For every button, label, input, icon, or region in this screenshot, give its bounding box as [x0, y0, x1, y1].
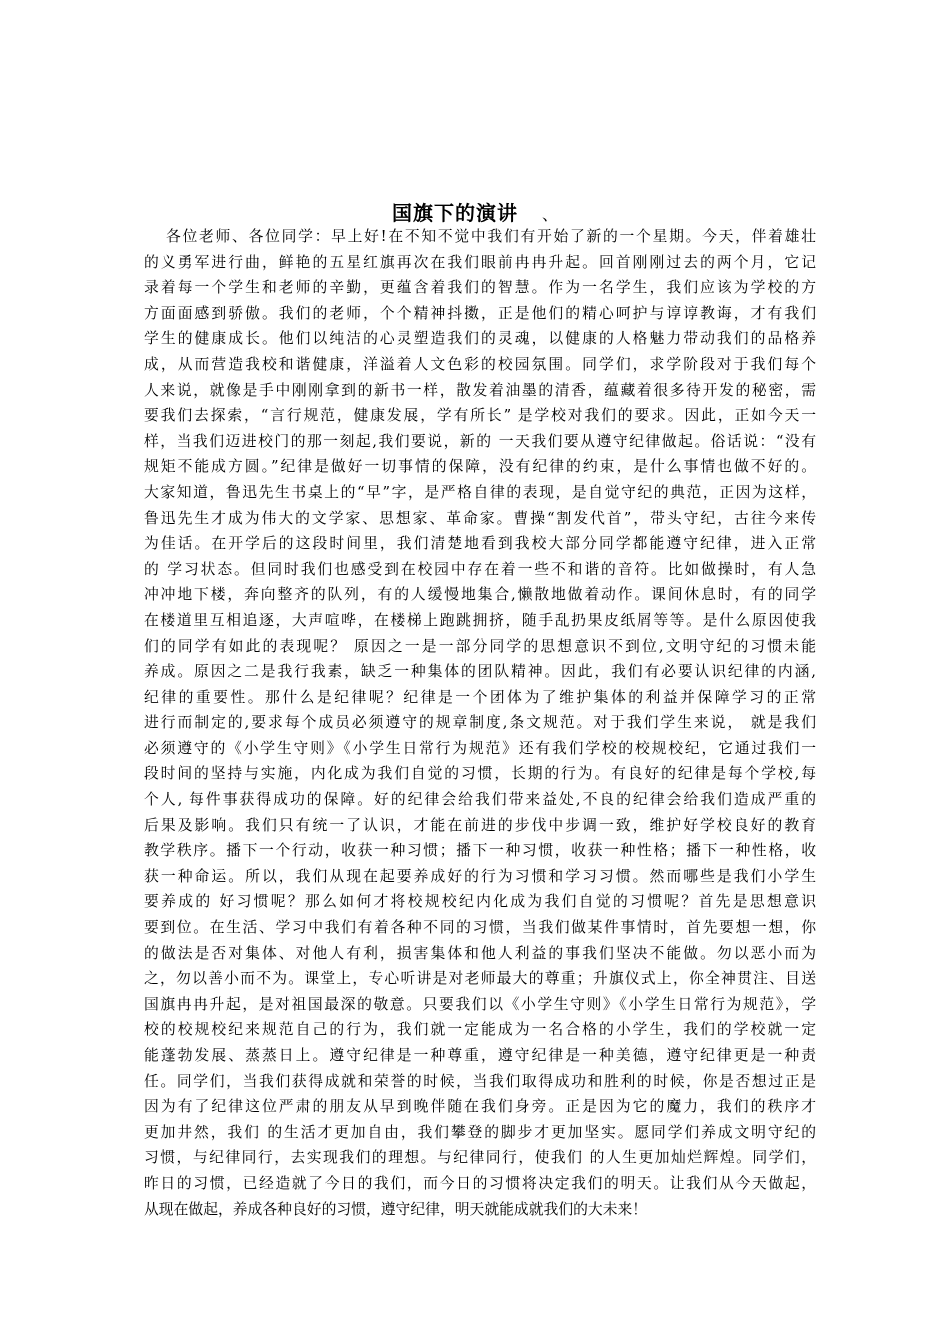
text-line: 在楼道里互相追逐，大声喧哗，在楼梯上跑跳拥挤，随手乱扔果皮纸屑等等。是什么原因使我: [144, 611, 816, 629]
text-line: 校的校规校纪来规范自己的行为，我们就一定能成为一名合格的小学生，我们的学校就一定: [144, 1021, 816, 1039]
text-line: 大家知道，鲁迅先生书桌上的“早”字，是严格自律的表现，是自觉守纪的典范，正因为这样，: [144, 483, 816, 501]
text-line: 教学秩序。播下一个行动，收获一种习惯；播下一种习惯，收获一种性格；播下一种性格，收: [144, 842, 816, 860]
text-line: 段时间的坚持与实施，内化成为我们自觉的习惯，长期的行为。有良好的纪律是每个学校,每: [144, 765, 816, 783]
text-line: 之，勿以善小而不为。课堂上，专心听讲是对老师最大的尊重；升旗仪式上，你全神贯注、目送: [144, 970, 816, 988]
title-mark: 、: [541, 205, 558, 224]
text-line: 要到位。在生活、学习中我们有着各种不同的习惯，当我们做某件事情时，首先要想一想，你: [144, 919, 816, 937]
text-line: 必须遵守的《小学生守则》《小学生日常行为规范》还有我们学校的校规校纪，它通过我们一: [144, 739, 816, 757]
text-line: 国旗冉冉升起，是对祖国最深的敬意。只要我们以《小学生守则》《小学生日常行为规范》，学: [144, 995, 816, 1013]
text-line: 后果及影响。我们只有统一了认识，才能在前进的步伐中步调一致，维护好学校良好的教育: [144, 816, 816, 834]
text-line: 们的同学有如此的表现呢？ 原因之一是一部分同学的思想意识不到位,文明守纪的习惯未能: [144, 637, 816, 655]
text-line: 的 学习状态。但同时我们也感受到在校园中存在着一些不和谐的音符。比如做操时，有人急: [144, 560, 816, 578]
text-line: 录着每一个学生和老师的辛勤，更蕴含着我们的智慧。作为一名学生，我们应该为学校的方: [144, 279, 816, 297]
text-line: 习惯，与纪律同行，去实现我们的理想。与纪律同行，使我们 的人生更加灿烂辉煌。同学们，: [144, 1149, 816, 1167]
text-line: 因为有了纪律这位严肃的朋友从早到晚伴随在我们身旁。正是因为它的魔力，我们的秩序才: [144, 1098, 816, 1116]
text-line: 方面面感到骄傲。我们的老师，个个精神抖擞，正是他们的精心呵护与谆谆教诲，才有我们: [144, 304, 816, 322]
text-line: 冲冲地下楼，奔向整齐的队列，有的人缓慢地集合,懒散地做着动作。课间休息时，有的同学: [144, 586, 816, 604]
text-line: 纪律的重要性。那什么是纪律呢？纪律是一个团体为了维护集体的利益并保障学习的正常: [144, 688, 816, 706]
text-line: 任。同学们，当我们获得成就和荣誉的时候，当我们取得成功和胜利的时候，你是否想过正是: [144, 1072, 816, 1090]
text-line: 规矩不能成方圆。”纪律是做好一切事情的保障，没有纪律的约束，是什么事情也做不好的。: [144, 458, 816, 476]
text-line: 学生的健康成长。他们以纯洁的心灵塑造我们的灵魂，以健康的人格魅力带动我们的品格养: [144, 330, 816, 348]
text-line: 更加井然，我们 的生活才更加自由，我们攀登的脚步才更加坚实。愿同学们养成文明守纪的: [144, 1123, 816, 1141]
text-line: 能蓬勃发展、蒸蒸日上。遵守纪律是一种尊重，遵守纪律是一种美德，遵守纪律更是一种责: [144, 1047, 816, 1064]
text-line: 要我们去探索，“言行规范，健康发展，学有所长” 是学校对我们的要求。因此，正如今天一: [144, 407, 816, 425]
text-line: 养成。原因之二是我行我素，缺乏一种集体的团队精神。因此，我们有必要认识纪律的内涵,: [144, 663, 816, 681]
text-line: 鲁迅先生才成为伟大的文学家、思想家、革命家。曹操“割发代首”，带头守纪，古往今来传: [144, 509, 816, 527]
text-line: 的做法是否对集体、对他人有利，损害集体和他人利益的事我们坚决不能做。勿以恶小而为: [144, 944, 816, 962]
text-line: 从现在做起，养成各种良好的习惯，遵守纪律，明天就能成就我们的大未来！: [144, 1200, 648, 1218]
text-line: 为佳话。在开学后的这段时间里，我们清楚地看到我校大部分同学都能遵守纪律，进入正常: [144, 535, 816, 553]
text-line: 各位老师、各位同学：早上好!在不知不觉中我们有开始了新的一个星期。今天，伴着雄壮: [166, 228, 816, 245]
text-line: 昨日的习惯，已经造就了今日的我们，而今日的习惯将决定我们的明天。让我们从今天做起，: [144, 1174, 816, 1192]
text-line: 样，当我们迈进校门的那一刻起,我们要说，新的 一天我们要从遵守纪律做起。俗话说：“没有: [144, 432, 816, 450]
text-line: 要养成的 好习惯呢？那么如何才将校规校纪内化成为我们自觉的习惯呢？首先是思想意识: [144, 893, 816, 911]
speech-body: [144, 224, 816, 1222]
text-line: 获一种命运。所以，我们从现在起要养成好的行为习惯和学习习惯。然而哪些是我们小学生: [144, 867, 816, 885]
text-line: 成，从而营造我校和谐健康，洋溢着人文色彩的校园氛围。同学们，求学阶段对于我们每个: [144, 355, 816, 373]
text-line: 人来说，就像是手中刚刚拿到的新书一样，散发着油墨的清香，蕴藏着很多待开发的秘密，需: [144, 381, 816, 399]
page-title: 国旗下的演讲: [391, 201, 518, 225]
text-line: 的义勇军进行曲，鲜艳的五星红旗再次在我们眼前冉冉升起。回首刚刚过去的两个月，它记: [144, 253, 816, 271]
text-line: 进行而制定的,要求每个成员必须遵守的规章制度,条文规范。对于我们学生来说， 就是我们: [144, 714, 816, 732]
text-line: 个人, 每件事获得成功的保障。好的纪律会给我们带来益处,不良的纪律会给我们造成严重的: [144, 791, 816, 809]
